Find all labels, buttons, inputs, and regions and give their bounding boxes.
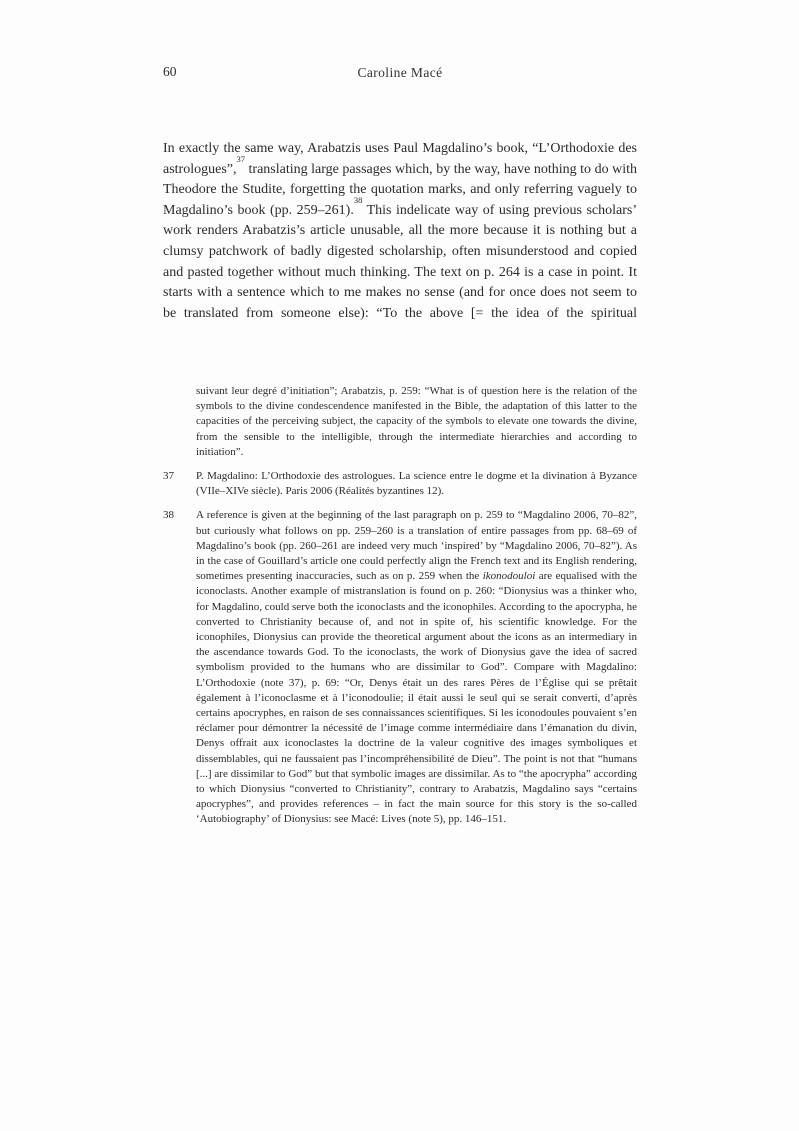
footnote-37 — [163, 469, 637, 499]
footnote-37-text: P. Magdalino: L’Orthodoxie des astrologues. La science entre le dogme et la divination à Byzance (VIIe–XIVe siècle). Paris 2006 (Réalités byzantines 12). — [196, 470, 637, 498]
footnote-37-number: 37 — [163, 470, 174, 483]
running-header-author: Caroline Macé — [357, 65, 443, 80]
footnote-ref-38: 38 — [353, 195, 363, 206]
footnotes-section — [163, 384, 637, 837]
footnote-continuation: suivant leur degré d’initiation”; Arabatzis, p. 259: “What is of question here is the relation of the symbols to the divine condescendence manifested in the Bible, the adaptation of this latter to the capacities of the perceiving subject, the capacity of the symbols to elevate one towards the divine, from the sensible to the intelligible, through the intermediate hierarchies and according to initiation”. — [196, 385, 637, 458]
footnote-38-italic-term: ikonodouloi — [482, 570, 536, 583]
body-paragraph-segment: translating large passages which, by the way, have nothing to do with Theodore the Studite, forgetting the quotation marks, and only referring vaguely to Magdalino’s book (pp. 259–261). — [163, 161, 637, 218]
page-header — [163, 64, 637, 84]
footnote-38-text-segment: are equalised with the iconoclasts. Another example of mistranslation is found on p. 260: “Dionysius was a thinker who, for Magdalino, could serve both the iconoclasts and the iconophiles. According to the apocrypha, he converted to Christianity because of, and not in spite of, his scientific knowledge. For the iconophiles, Dionysius can provide the theoretical argument about the icons as an intermediary in the ascendance towards God. To the iconoclasts, the work of Dionysius gave the idea of sacred symbolism provided to the humans who are dissimilar to God”. Compare with Magdalino: L’Orthodoxie (note 37), p. 69: “Or, Denys était un des rares Pères de l’Église qui se prêtait également à l’iconoclasme et à l’iconodoulie; il était aussi le seul qui se serait converti, d’après certains apocryphes, en raison de ses connaissances scientifiques. Si les iconodoules pouvaient s’en réclamer pour démontrer la nécessité de l’image comme intermédiaire dans l’émanation du divin, Denys offrait aux iconoclastes la doctrine de la valeur cognitive des images symboliques et dissemblables, qui ne faussaient pas l’incompréhensibilité de Dieu”. The point is not that “humans [...] are dissimilar to God” but that symbolic images are dissimilar. As to “the apocrypha” according to which Dionysius “converted to Christianity”, contrary to Arabatzis, Magdalino says “certains apocryphes”, and provides references – in fact the main source for this story is the so-called ‘Autobiography’ of Dionysius: see Macé: Lives (note 5), pp. 146–151. — [196, 570, 638, 826]
footnote-38 — [163, 508, 637, 827]
body-paragraph-segment: This indelicate way of using previous scholars’ work renders Arabatzis’s article unusable, all the more because it is nothing but a clumsy patchwork of badly digested scholarship, often misunderstood and copied and pasted together without much thinking. The text on p. 264 is a case in point. It starts with a sentence which to me makes no sense (and for once does not seem to be translated from someone else): “To the above [= the idea of the spiritual — [163, 202, 637, 321]
footnote-38-number: 38 — [163, 509, 174, 522]
footnote-ref-37: 37 — [236, 153, 245, 164]
main-text-block — [163, 139, 637, 324]
footnote-38-text-segment: A reference is given at the beginning of the last paragraph on p. 259 to “Magdalino 2006, 70–82”, but curiously what follows on pp. 259–260 is a translation of entire passages from pp. 68–69 of Magdalino’s book (pp. 260–261 are indeed very much ‘inspired’ by “Magdalino 2006, 70–82”). As in the case of Gouillard’s article one could perfectly align the French text and its English rendering, sometimes presenting inaccuracies, such as on p. 259 when the — [196, 509, 637, 583]
body-paragraph-segment: In exactly the same way, Arabatzis uses Paul Magdalino’s book, “L’Orthodoxie des astrologues”, — [163, 141, 637, 177]
page-number: 60 — [163, 64, 177, 79]
footnote-38-text — [196, 508, 637, 827]
body-paragraph — [163, 139, 637, 324]
